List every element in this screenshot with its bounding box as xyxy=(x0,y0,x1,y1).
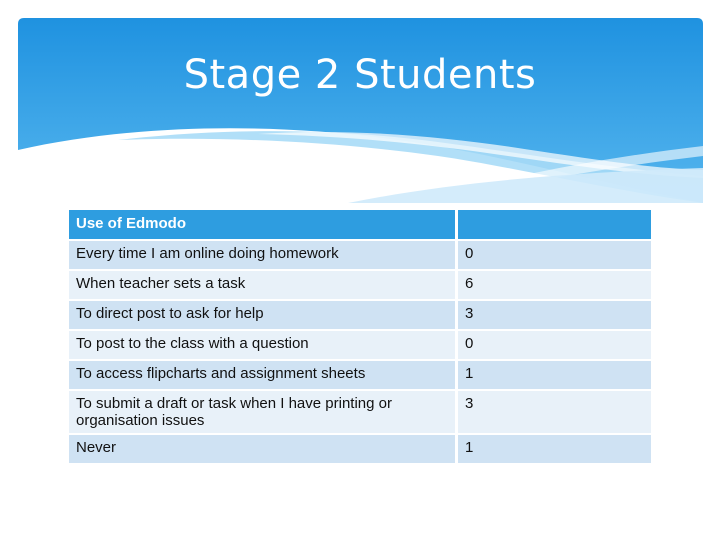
row-label: When teacher sets a task xyxy=(69,271,458,301)
table-row xyxy=(69,391,651,435)
row-value: 1 xyxy=(458,435,651,465)
row-label: To direct post to ask for help xyxy=(69,301,458,331)
table-row xyxy=(69,331,651,361)
row-value: 0 xyxy=(458,331,651,361)
table-header-value xyxy=(458,210,651,241)
row-label: Every time I am online doing homework xyxy=(69,241,458,271)
banner-background xyxy=(18,18,703,203)
row-label: To access flipcharts and assignment sheets xyxy=(69,361,458,391)
table-row xyxy=(69,241,651,271)
table-row xyxy=(69,301,651,331)
row-label: To submit a draft or task when I have printing or organisation issues xyxy=(69,391,458,435)
row-value: 6 xyxy=(458,271,651,301)
title-banner xyxy=(18,18,703,203)
table-header-row xyxy=(69,210,651,241)
table-row xyxy=(69,361,651,391)
row-value: 0 xyxy=(458,241,651,271)
slide-title: Stage 2 Students xyxy=(183,52,537,98)
table-row xyxy=(69,435,651,465)
row-value: 3 xyxy=(458,301,651,331)
table-row xyxy=(69,271,651,301)
table-header-label: Use of Edmodo xyxy=(69,210,458,241)
row-label: To post to the class with a question xyxy=(69,331,458,361)
row-value: 1 xyxy=(458,361,651,391)
row-label: Never xyxy=(69,435,458,465)
edmodo-usage-table xyxy=(69,210,651,465)
row-value: 3 xyxy=(458,391,651,435)
